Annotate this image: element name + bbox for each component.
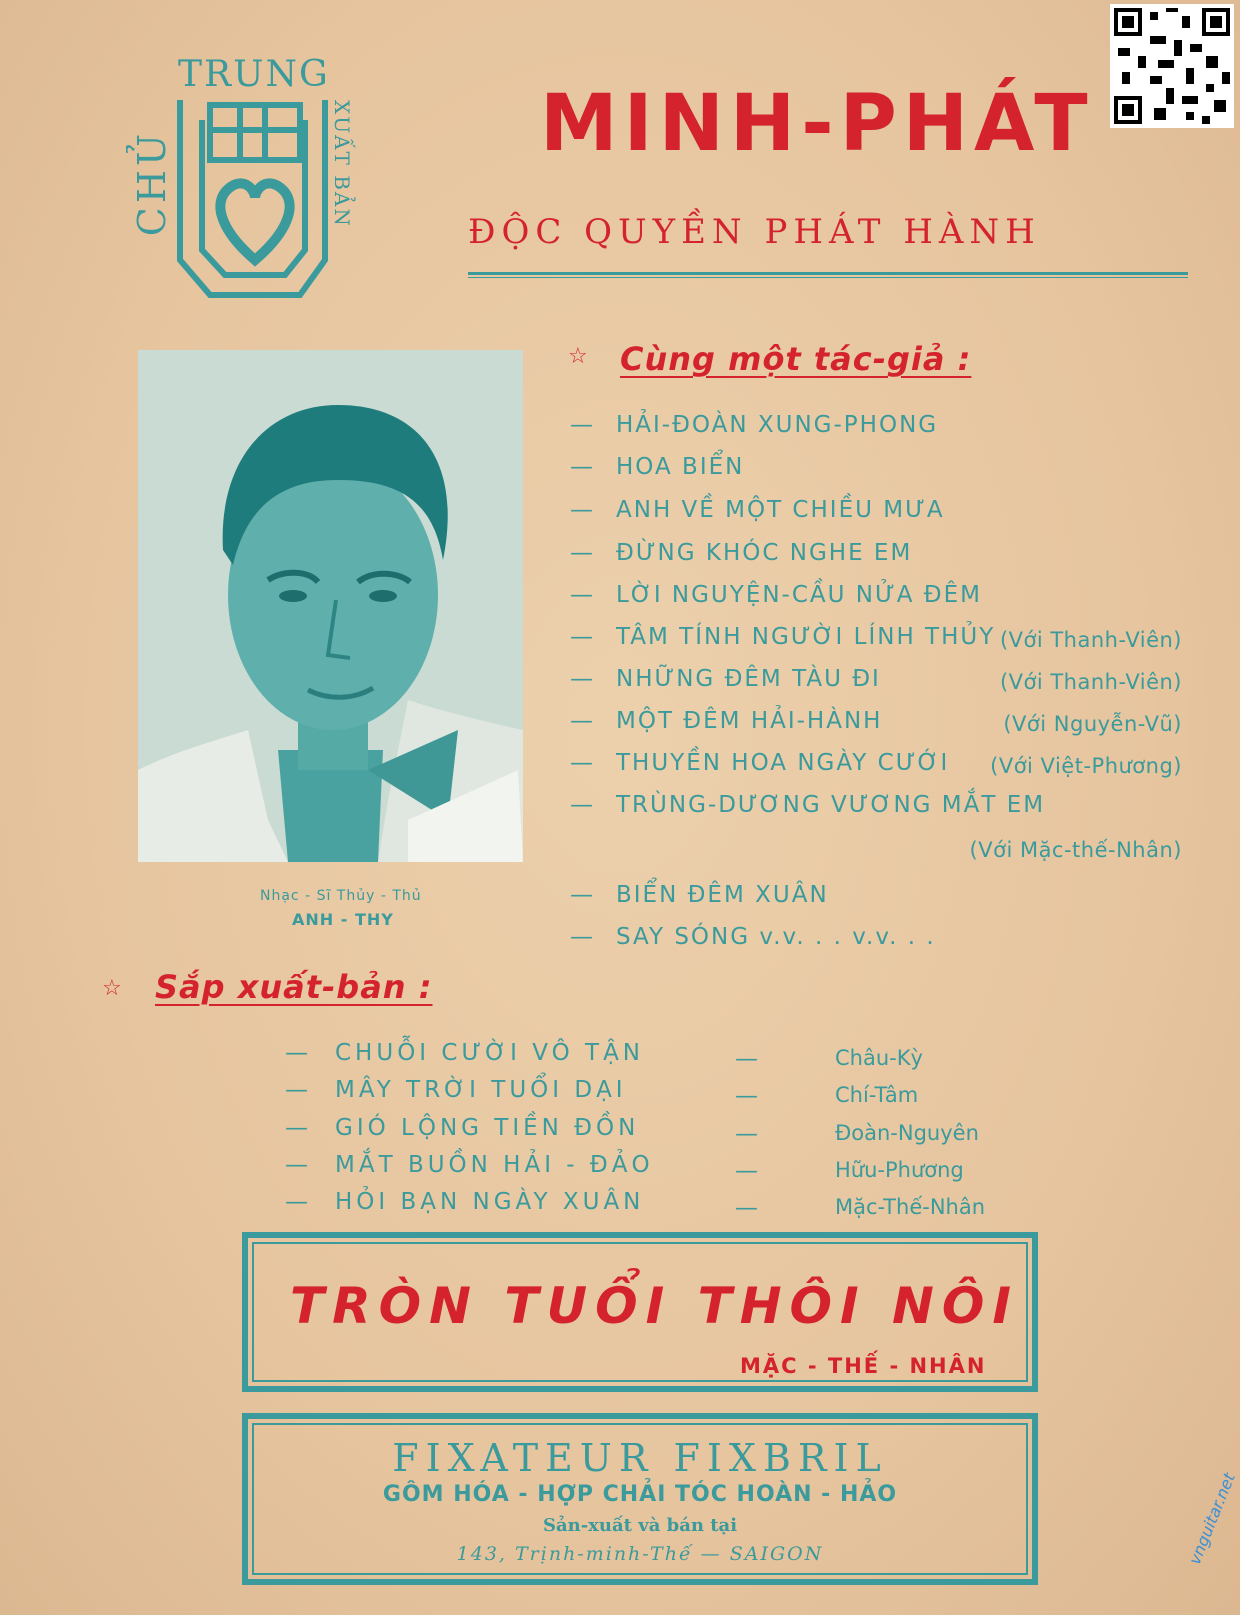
list-item (285, 1040, 1025, 1078)
song-title: HOA BIỂN (616, 454, 745, 480)
list-dash: — (285, 1189, 308, 1215)
upcoming-title: MÂY TRỜI TUỔI DẠI (335, 1077, 627, 1103)
photo-caption-name: ANH - THY (292, 910, 394, 929)
site-watermark: vnguitar.net (1185, 1470, 1239, 1568)
upcoming-heading: Sắp xuất-bản : (155, 968, 433, 1006)
song-title: THUYỀN HOA NGÀY CƯỚI (616, 750, 950, 776)
list-dash: — (570, 540, 595, 566)
logo-text-right: XUẤT BẢN (330, 100, 354, 228)
song-title: ANH VỀ MỘT CHIỀU MƯA (616, 497, 945, 523)
song-title: TÂM TÍNH NGƯỜI LÍNH THỦY (616, 624, 996, 650)
list-item (285, 1077, 1025, 1115)
song-collaborator: (Với Việt-Phương) (990, 754, 1182, 778)
song-title: BIỂN ĐÊM XUÂN (616, 882, 829, 908)
list-item (570, 497, 1190, 537)
feature-author: MẶC - THẾ - NHÂN (740, 1354, 987, 1378)
upcoming-title: GIÓ LỘNG TIỀN ĐỒN (335, 1115, 640, 1141)
list-dash: — (570, 666, 595, 692)
upcoming-author: Đoàn-Nguyên (835, 1121, 979, 1145)
list-dash: — (285, 1040, 308, 1066)
feature-title: TRÒN TUỔI THÔI NÔI (290, 1277, 1020, 1335)
list-item (570, 708, 1190, 748)
logo-text-top: TRUNG (178, 54, 330, 95)
song-collaborator: (Với Thanh-Viên) (999, 670, 1182, 694)
photo-caption-title: Nhạc - Sĩ Thủy - Thủ (260, 888, 422, 904)
list-dash: — (735, 1158, 758, 1184)
list-item (285, 1189, 1025, 1227)
ad-tagline: GÔM HÓA - HỢP CHẢI TÓC HOÀN - HẢO (382, 1482, 898, 1507)
list-item (570, 666, 1190, 706)
list-dash: — (735, 1046, 758, 1072)
song-title: TRÙNG-DƯƠNG VƯƠNG MẮT EM (616, 792, 1046, 818)
list-dash: — (570, 792, 595, 818)
list-dash: — (735, 1121, 758, 1147)
composer-photo (138, 350, 523, 862)
list-item (570, 750, 1190, 790)
list-item (570, 624, 1190, 664)
song-title: MỘT ĐÊM HẢI-HÀNH (616, 708, 883, 734)
song-title: SAY SÓNG v.v. . . v.v. . . (616, 924, 936, 950)
list-dash: — (570, 412, 595, 438)
list-item (570, 924, 1190, 964)
list-item (570, 454, 1190, 494)
logo-text-left: CHỦ (130, 130, 174, 237)
list-dash: — (735, 1195, 758, 1221)
list-dash: — (570, 497, 595, 523)
list-item (285, 1152, 1025, 1190)
list-dash: — (570, 454, 595, 480)
song-title: LỜI NGUYỆN-CẦU NỬA ĐÊM (616, 582, 982, 608)
ad-sales-note: Sản-xuất và bán tại (542, 1515, 738, 1536)
list-item (570, 882, 1190, 922)
header-divider (468, 272, 1188, 278)
ad-brand: FIXATEUR FIXBRIL (392, 1436, 888, 1480)
star-icon: ☆ (568, 344, 588, 369)
upcoming-title: CHUỖI CƯỜI VÔ TẬN (335, 1040, 645, 1066)
list-item (570, 792, 1190, 872)
list-dash: — (735, 1083, 758, 1109)
upcoming-author: Mặc-Thế-Nhân (835, 1195, 986, 1219)
song-collaborator: (Với Nguyễn-Vũ) (1003, 712, 1182, 736)
upcoming-title: HỎI BẠN NGÀY XUÂN (335, 1189, 645, 1215)
list-dash: — (570, 750, 595, 776)
list-item (570, 582, 1190, 622)
list-dash: — (570, 582, 595, 608)
song-collaborator: (Với Mặc-thế-Nhân) (969, 838, 1182, 862)
upcoming-author: Chí-Tâm (835, 1083, 919, 1107)
list-dash: — (285, 1152, 308, 1178)
song-title: ĐỪNG KHÓC NGHE EM (616, 540, 913, 566)
list-dash: — (570, 708, 595, 734)
publisher-subtitle: ĐỘC QUYỀN PHÁT HÀNH (468, 212, 1041, 252)
list-item (570, 540, 1190, 580)
song-title: NHỮNG ĐÊM TÀU ĐI (616, 666, 881, 692)
star-icon: ☆ (102, 976, 122, 1001)
list-dash: — (570, 624, 595, 650)
list-dash: — (570, 882, 595, 908)
publisher-logo (130, 54, 370, 305)
upcoming-author: Hữu-Phương (835, 1158, 964, 1182)
list-item (285, 1115, 1025, 1153)
same-author-heading: Cùng một tác-giả : (620, 340, 972, 378)
list-dash: — (570, 924, 595, 950)
upcoming-author: Châu-Kỳ (835, 1046, 923, 1070)
ad-address: 143, Trịnh-minh-Thế — SAIGON (456, 1543, 824, 1565)
list-dash: — (285, 1077, 308, 1103)
upcoming-title: MẮT BUỒN HẢI - ĐẢO (335, 1152, 654, 1178)
publisher-name: MINH-PHÁT (540, 79, 1094, 169)
list-item (570, 412, 1190, 452)
song-collaborator: (Với Thanh-Viên) (999, 628, 1182, 652)
qr-code (1110, 4, 1234, 128)
list-dash: — (285, 1115, 308, 1141)
song-title: HẢI-ĐOÀN XUNG-PHONG (616, 412, 939, 438)
